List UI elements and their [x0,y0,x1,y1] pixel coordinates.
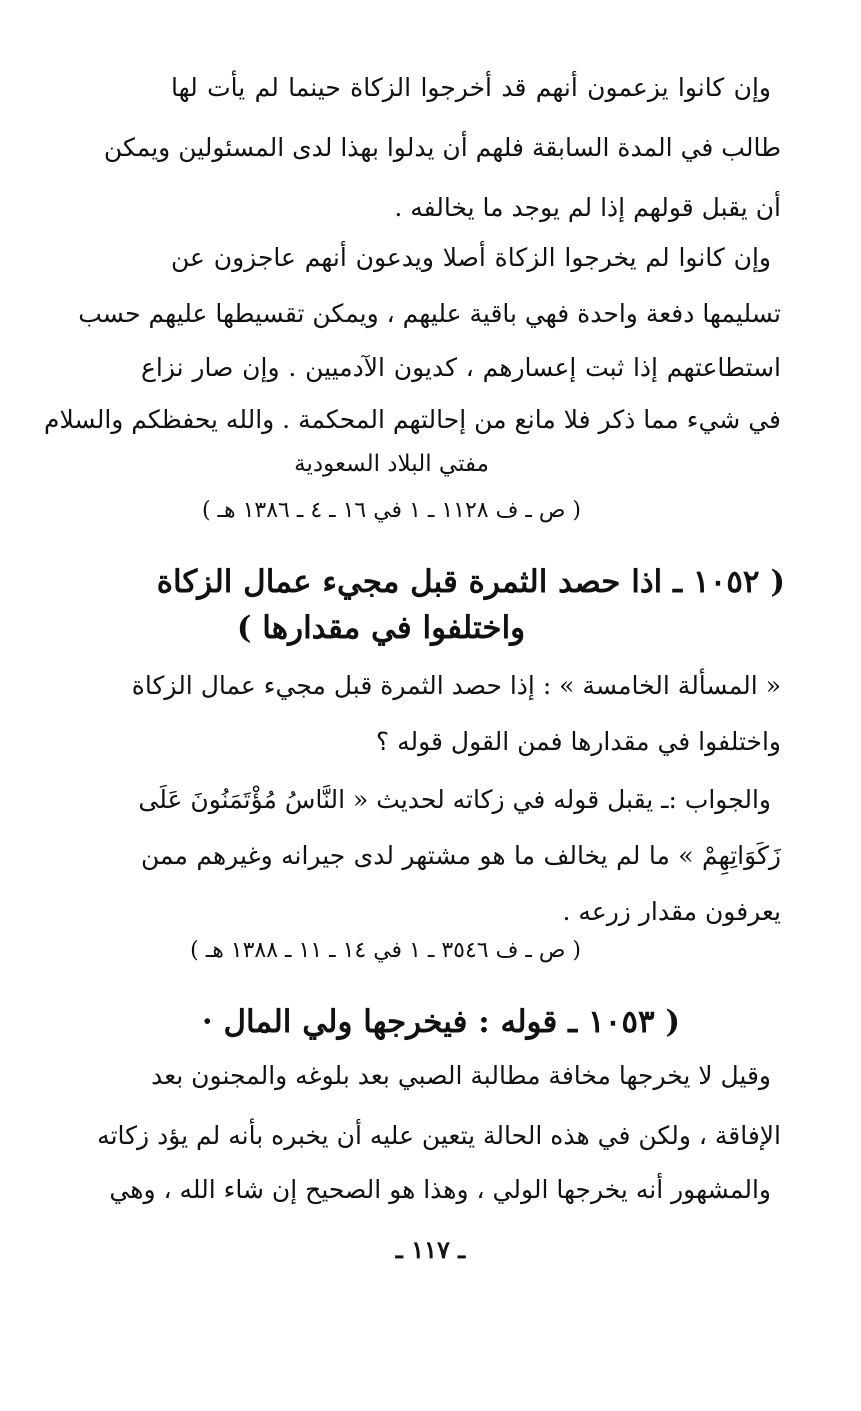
section-heading: واختلفوا في مقدارها ) [236,610,526,646]
paragraph-line: الإفاقة ، ولكن في هذه الحالة يتعين عليه أن يخبره بأنه لم يؤد زكاته [97,1121,781,1150]
paragraph-line: في شيء مما ذكر فلا مانع من إحالتهم المحكمة . والله يحفظكم والسلام [44,405,781,434]
paragraph-line: زَكَوَاتِهِمْ » ما لم يخالف ما هو مشتهر لدى جيرانه وغيرهم ممن [141,841,781,870]
signature: مفتي البلاد السعودية [294,451,489,477]
paragraph-line: وقيل لا يخرجها مخافة مطالبة الصبي بعد بلوغه والمجنون بعد [151,1061,771,1090]
paragraph-line: تسليمها دفعة واحدة فهي باقية عليهم ، ويمكن تقسيطها عليهم حسب [78,299,781,328]
paragraph-line: استطاعتهم إذا ثبت إعسارهم ، كديون الآدميين . وإن صار نزاع [141,353,781,382]
paragraph-line: والجواب :ـ يقبل قوله في زكاته لحديث « النَّاسُ مُؤْتَمَنُونَ عَلَى [138,785,771,814]
page-number: ـ ١١٧ ـ [395,1235,466,1264]
reference-citation: ( ص ـ ف ٣٥٤٦ ـ ١ في ١٤ ـ ١١ ـ ١٣٨٨ هـ ) [190,938,581,963]
paragraph-line: أن يقبل قولهم إذا لم يوجد ما يخالفه . [394,193,781,222]
paragraph-line: طالب في المدة السابقة فلهم أن يدلوا بهذا لدى المسئولين ويمكن [103,133,781,162]
section-heading: ( ١٠٥٢ ـ اذا حصد الثمرة قبل مجيء عمال الزكاة [156,564,785,600]
paragraph-line: وإن كانوا يزعمون أنهم قد أخرجوا الزكاة حينما لم يأت لها [171,73,771,102]
paragraph-line: يعرفون مقدار زرعه . [562,897,781,926]
reference-citation: ( ص ـ ف ١١٢٨ ـ ١ في ١٦ ـ ٤ ـ ١٣٨٦ هـ ) [201,498,581,523]
paragraph-line: والمشهور أنه يخرجها الولي ، وهذا هو الصحيح إن شاء الله ، وهي [109,1175,771,1204]
paragraph-line: وإن كانوا لم يخرجوا الزكاة أصلا ويدعون أنهم عاجزون عن [171,243,771,272]
paragraph-line: « المسألة الخامسة » : إذا حصد الثمرة قبل مجيء عمال الزكاة [131,671,781,700]
section-heading: ( ١٠٥٣ ـ قوله : فيخرجها ولي المال · [201,1004,681,1040]
paragraph-line: واختلفوا في مقدارها فمن القول قوله ؟ [375,727,781,756]
